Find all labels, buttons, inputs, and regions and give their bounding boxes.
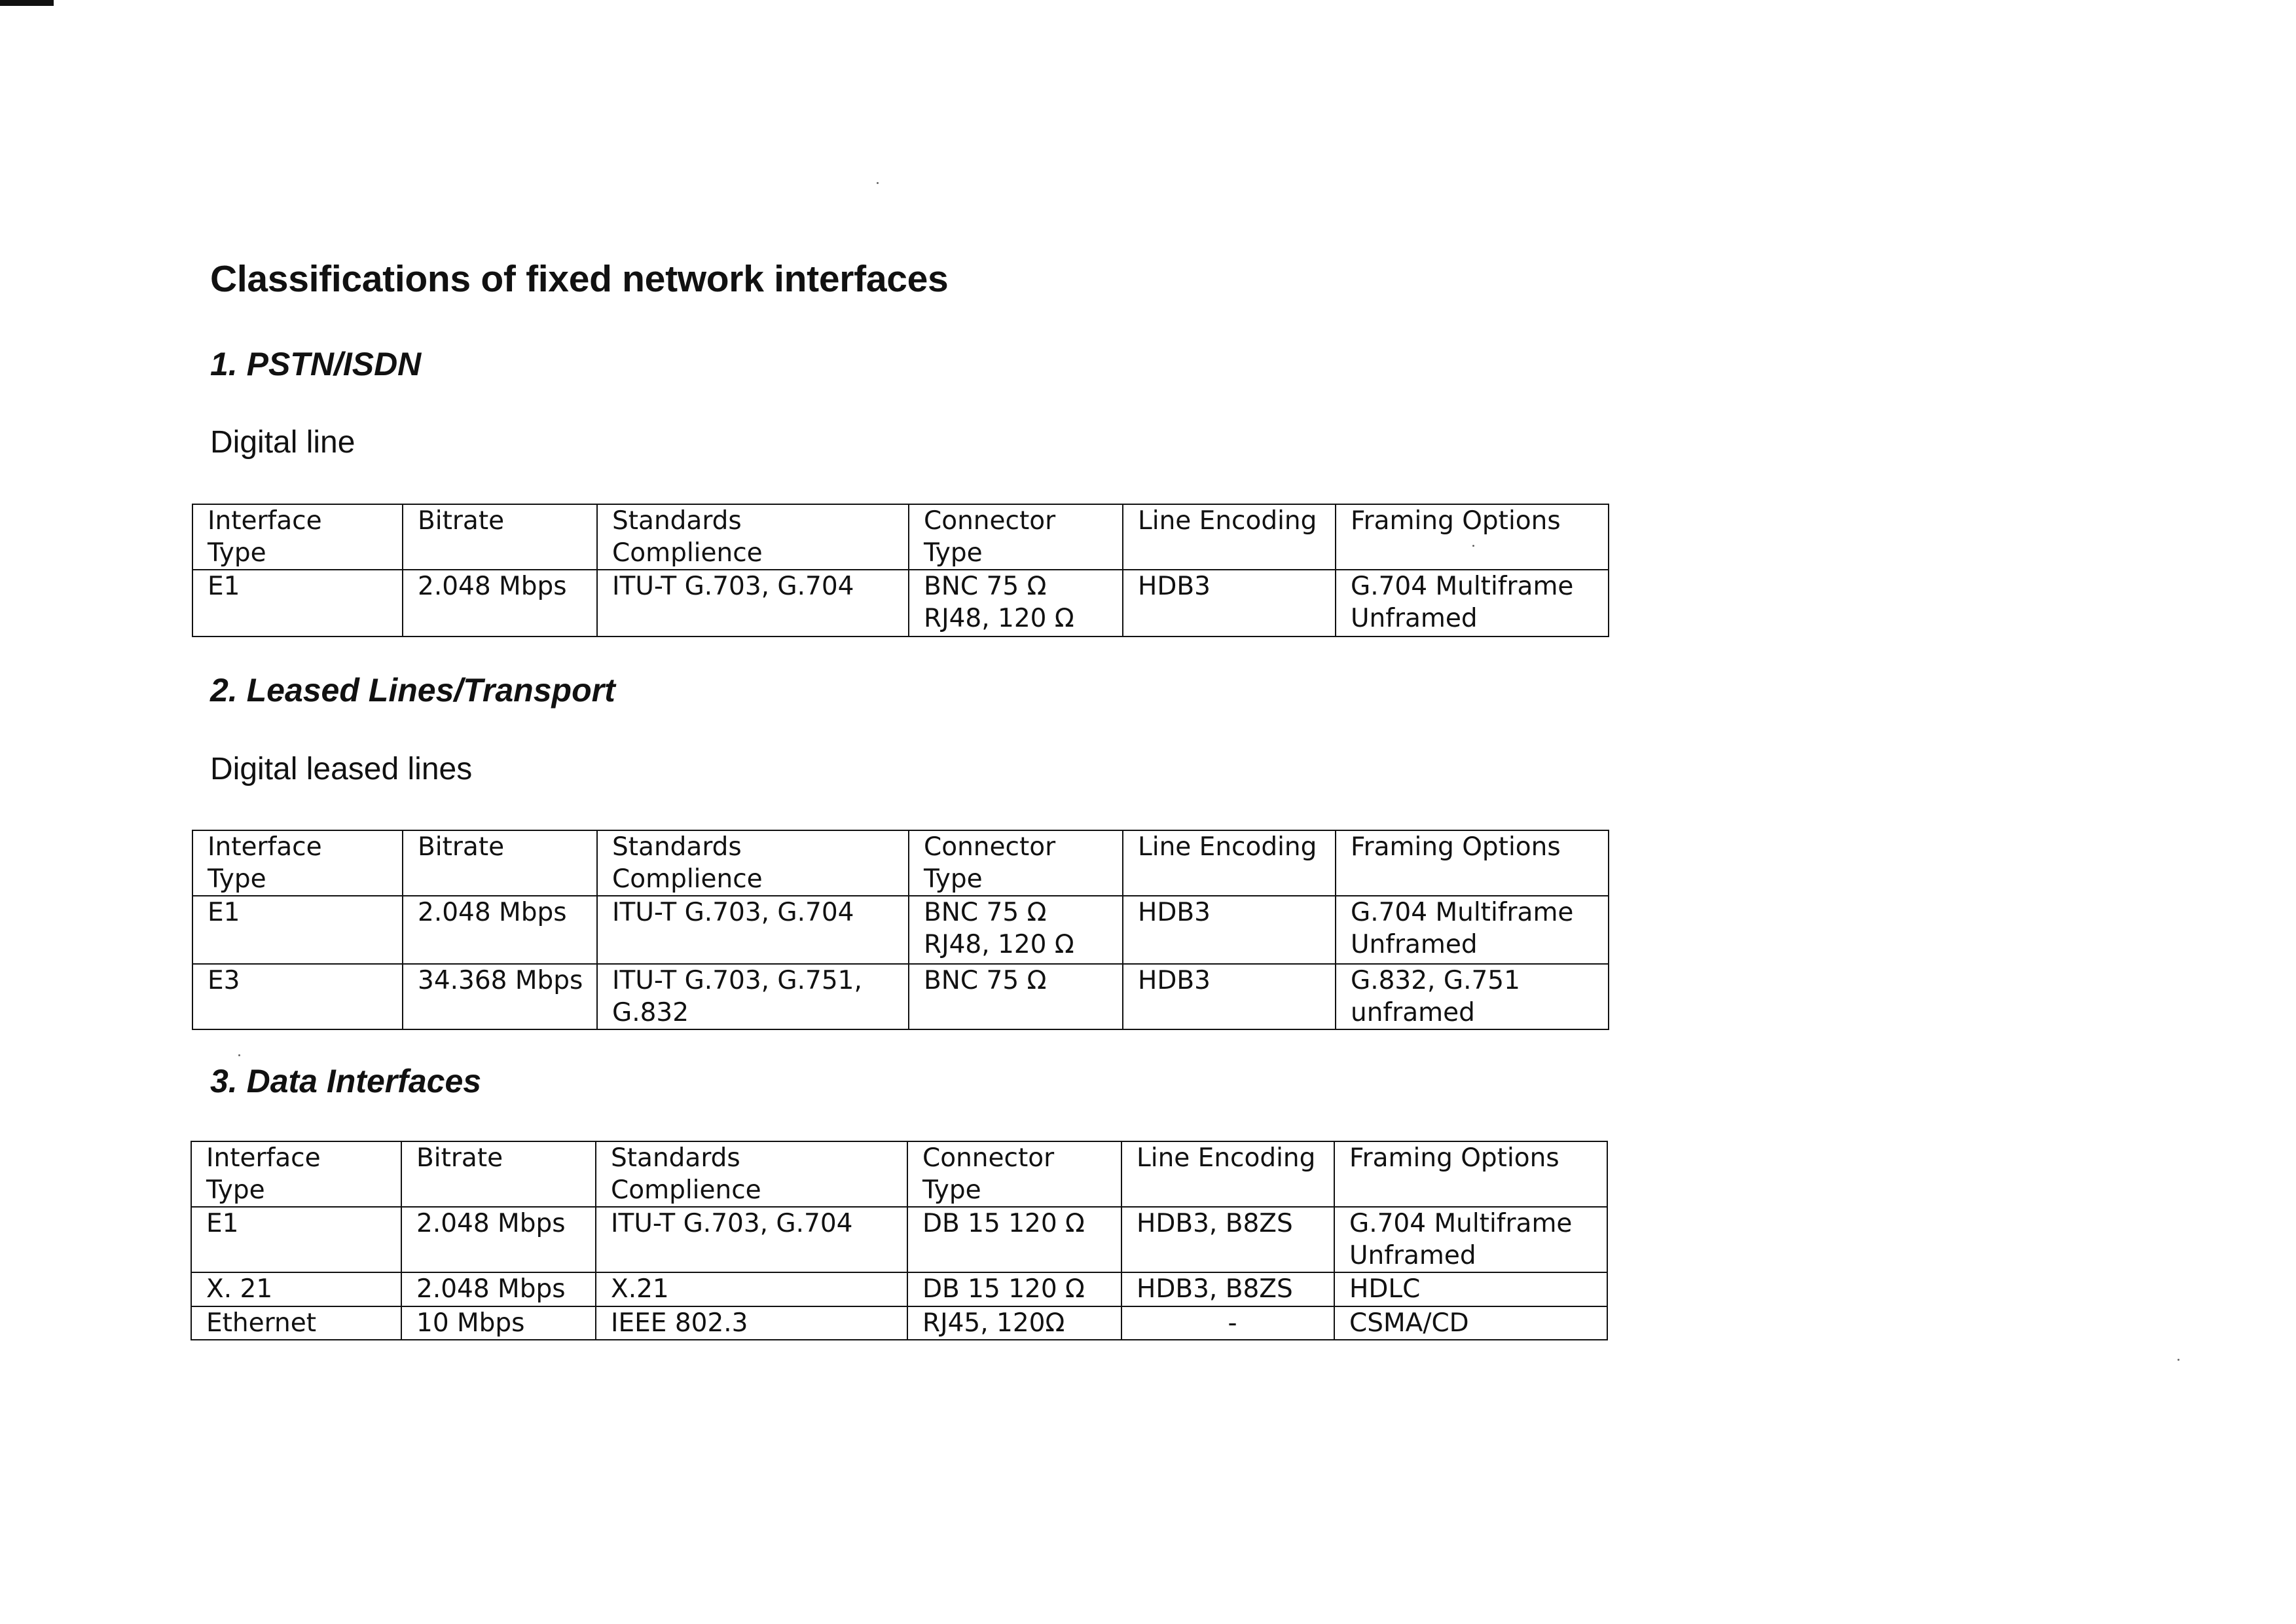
header-interface-type: Interface Type [192, 504, 403, 570]
cell-standards: ITU-T G.703, G.751, G.832 [597, 964, 909, 1029]
cell-connector-type: DB 15 120 Ω [907, 1207, 1121, 1272]
cell-bitrate: 2.048 Mbps [401, 1272, 596, 1306]
cell-standards: ITU-T G.703, G.704 [596, 1207, 907, 1272]
table-row [191, 1306, 1607, 1340]
table-row [192, 570, 1609, 637]
cell-standards: ITU-T G.703, G.704 [597, 896, 909, 964]
cell-line-encoding: HDB3 [1123, 896, 1336, 964]
table-row [191, 1207, 1607, 1272]
cell-connector-type: BNC 75 Ω RJ48, 120 Ω [909, 570, 1123, 637]
scan-corner-mark [0, 0, 54, 6]
header-standards: Standards Complience [597, 830, 909, 896]
header-framing-options: Framing Options [1334, 1141, 1607, 1207]
cell-bitrate: 2.048 Mbps [403, 896, 597, 964]
cell-bitrate: 2.048 Mbps [401, 1207, 596, 1272]
scan-speck [238, 1054, 240, 1056]
cell-line-encoding: - [1121, 1306, 1334, 1340]
header-connector-type: Connector Type [907, 1141, 1121, 1207]
cell-framing-options: HDLC [1334, 1272, 1607, 1306]
header-connector-type: Connector Type [909, 504, 1123, 570]
header-bitrate: Bitrate [403, 504, 597, 570]
header-line-encoding: Line Encoding [1123, 504, 1336, 570]
cell-bitrate: 10 Mbps [401, 1306, 596, 1340]
cell-standards: ITU-T G.703, G.704 [597, 570, 909, 637]
header-standards: Standards Complience [596, 1141, 907, 1207]
cell-line-encoding: HDB3, B8ZS [1121, 1207, 1334, 1272]
header-standards: Standards Complience [597, 504, 909, 570]
cell-framing-options: CSMA/CD [1334, 1306, 1607, 1340]
table-row [191, 1272, 1607, 1306]
cell-connector-type: BNC 75 Ω RJ48, 120 Ω [909, 896, 1123, 964]
cell-standards: IEEE 802.3 [596, 1306, 907, 1340]
section-subheading-digital-line: Digital line [210, 425, 355, 460]
table-pstn-isdn [192, 504, 1609, 637]
cell-interface-type: E1 [192, 896, 403, 964]
header-interface-type: Interface Type [192, 830, 403, 896]
scan-speck [2178, 1359, 2179, 1361]
cell-framing-options: G.704 Multiframe Unframed [1334, 1207, 1607, 1272]
cell-framing-options: G.704 Multiframe Unframed [1336, 896, 1609, 964]
cell-line-encoding: HDB3 [1123, 964, 1336, 1029]
header-bitrate: Bitrate [403, 830, 597, 896]
table-data-interfaces [191, 1141, 1608, 1340]
header-bitrate: Bitrate [401, 1141, 596, 1207]
cell-framing-options: G.704 Multiframe Unframed [1336, 570, 1609, 637]
table-header-row [192, 830, 1609, 896]
cell-interface-type: X. 21 [191, 1272, 401, 1306]
cell-interface-type: E1 [191, 1207, 401, 1272]
section-subheading-digital-leased-lines: Digital leased lines [210, 752, 473, 786]
table-header-row [192, 504, 1609, 570]
header-line-encoding: Line Encoding [1123, 830, 1336, 896]
page-title: Classifications of fixed network interfaces [210, 258, 949, 300]
header-connector-type: Connector Type [909, 830, 1123, 896]
cell-line-encoding: HDB3, B8ZS [1121, 1272, 1334, 1306]
cell-interface-type: E1 [192, 570, 403, 637]
table-leased-lines [192, 830, 1609, 1030]
header-interface-type: Interface Type [191, 1141, 401, 1207]
cell-standards: X.21 [596, 1272, 907, 1306]
cell-bitrate: 2.048 Mbps [403, 570, 597, 637]
table-row [192, 896, 1609, 964]
cell-interface-type: Ethernet [191, 1306, 401, 1340]
header-framing-options: Framing Options [1336, 504, 1609, 570]
section-heading-data-interfaces: 3. Data Interfaces [210, 1063, 482, 1099]
table-header-row [191, 1141, 1607, 1207]
cell-connector-type: DB 15 120 Ω [907, 1272, 1121, 1306]
header-line-encoding: Line Encoding [1121, 1141, 1334, 1207]
table-row [192, 964, 1609, 1029]
cell-connector-type: RJ45, 120Ω [907, 1306, 1121, 1340]
cell-interface-type: E3 [192, 964, 403, 1029]
cell-connector-type: BNC 75 Ω [909, 964, 1123, 1029]
cell-framing-options: G.832, G.751 unframed [1336, 964, 1609, 1029]
cell-bitrate: 34.368 Mbps [403, 964, 597, 1029]
section-heading-pstn-isdn: 1. PSTN/ISDN [210, 346, 422, 382]
header-framing-options: Framing Options [1336, 830, 1609, 896]
scan-speck [877, 182, 879, 184]
section-heading-leased-lines: 2. Leased Lines/Transport [210, 672, 615, 709]
cell-line-encoding: HDB3 [1123, 570, 1336, 637]
